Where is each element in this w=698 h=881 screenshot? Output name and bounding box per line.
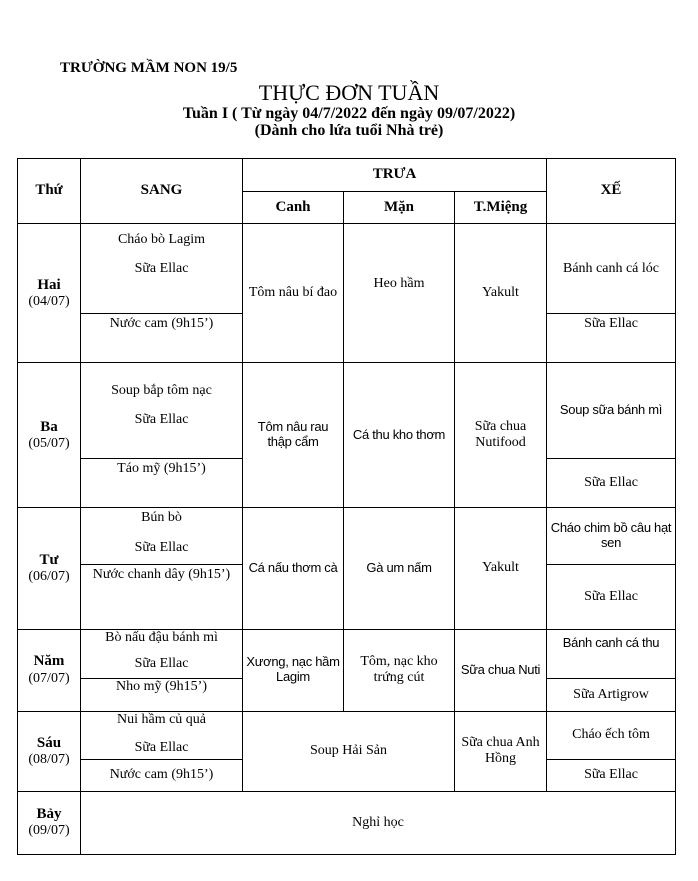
- xe-main-cell: Soup sữa bánh mì: [547, 363, 676, 459]
- xe-milk-cell: Sữa Ellac: [547, 314, 676, 363]
- age-group: (Dành cho lứa tuổi Nhà trẻ): [254, 122, 444, 139]
- day-off-note: Nghỉ học: [81, 791, 676, 854]
- sang-milk: Sữa Ellac: [134, 539, 189, 555]
- sang-milk: Sữa Ellac: [134, 261, 189, 277]
- header-trua: TRƯA: [243, 159, 547, 192]
- day-cell: [18, 711, 81, 791]
- day-date: (09/07): [28, 823, 70, 839]
- day-date: (08/07): [28, 751, 70, 767]
- week-range: Tuần I ( Từ ngày 04/7/2022 đến ngày 09/07/2022): [182, 105, 516, 122]
- day-cell: [18, 224, 81, 363]
- xe-main-cell: Bánh canh cá lóc: [547, 224, 676, 314]
- xe-main-cell: Bánh canh cá thu: [547, 629, 676, 678]
- man-cell: Tôm, nạc kho trứng cút: [344, 629, 455, 711]
- table-row: [18, 791, 676, 854]
- table-row: [18, 629, 676, 678]
- day-name: Bảy: [36, 806, 62, 823]
- sang-main: Nui hầm củ quả: [116, 711, 207, 727]
- sang-milk: Sữa Ellac: [134, 655, 189, 671]
- day-cell: [18, 363, 81, 508]
- weekly-menu-table: [17, 158, 676, 855]
- sang-main: Bò nấu đậu bánh mì: [105, 629, 218, 645]
- sang-cell: [81, 224, 243, 314]
- header-man: Mặn: [344, 192, 455, 224]
- table-row: [18, 363, 676, 459]
- day-name: Tư: [39, 551, 59, 568]
- man-cell: Cá thu kho thơm: [344, 363, 455, 508]
- sang-cell: [81, 508, 243, 564]
- sang-milk: Sữa Ellac: [134, 412, 189, 428]
- canh-cell: Xương, nạc hầm Lagim: [243, 629, 344, 711]
- day-date: (05/07): [28, 435, 70, 451]
- day-name: Hai: [37, 276, 61, 293]
- day-cell: [18, 508, 81, 629]
- sang-cell: [81, 363, 243, 459]
- table-row: [18, 711, 676, 759]
- sang-milk: Sữa Ellac: [134, 739, 189, 755]
- sang-cell: [81, 711, 243, 759]
- canh-cell: Tôm nâu rau thập cẩm: [243, 363, 344, 508]
- trang-mieng-cell: Sữa chua Nuti: [455, 629, 547, 711]
- xe-milk-cell: Sữa Ellac: [547, 459, 676, 508]
- canh-cell: Cá nấu thơm cà: [243, 508, 344, 629]
- school-name: TRƯỜNG MẦM NON 19/5: [60, 60, 238, 76]
- xe-milk-cell: Sữa Artigrow: [547, 678, 676, 711]
- header-sang: SANG: [81, 159, 243, 224]
- sang-snack: Nho mỹ (9h15’): [81, 678, 243, 711]
- day-name: Năm: [33, 653, 65, 670]
- day-date: (04/07): [28, 293, 70, 309]
- day-cell: [18, 629, 81, 711]
- header-xe: XẾ: [547, 159, 676, 224]
- sang-snack: Nước cam (9h15’): [81, 759, 243, 791]
- canh-cell: Tôm nâu bí đao: [243, 224, 344, 363]
- trang-mieng-cell: Yakult: [455, 508, 547, 629]
- xe-main-cell: Cháo chim bồ câu hạt sen: [547, 508, 676, 564]
- sang-main: Cháo bò Lagim: [117, 232, 206, 248]
- canh-man-cell: Soup Hải Sản: [243, 711, 455, 791]
- day-cell: [18, 791, 81, 854]
- man-cell: Gà um nấm: [344, 508, 455, 629]
- day-name: Sáu: [36, 734, 62, 751]
- header-canh: Canh: [243, 192, 344, 224]
- sang-cell: [81, 629, 243, 678]
- sang-snack: Nước cam (9h15’): [81, 314, 243, 363]
- table-row: [18, 224, 676, 314]
- sang-snack: Táo mỹ (9h15’): [81, 459, 243, 508]
- xe-milk-cell: Sữa Ellac: [547, 564, 676, 629]
- sang-main: Bún bò: [141, 510, 182, 526]
- day-date: (07/07): [28, 670, 70, 686]
- page-title: THỰC ĐƠN TUẦN: [258, 80, 440, 105]
- day-date: (06/07): [28, 569, 70, 585]
- sang-main: Soup bắp tôm nạc: [111, 383, 212, 399]
- trang-mieng-cell: Sữa chua Anh Hồng: [455, 711, 547, 791]
- trang-mieng-cell: Yakult: [455, 224, 547, 363]
- day-name: Ba: [40, 418, 58, 435]
- man-cell: Heo hầm: [344, 224, 455, 363]
- header-thu: Thứ: [18, 159, 81, 224]
- xe-milk-cell: Sữa Ellac: [547, 759, 676, 791]
- trang-mieng-cell: Sữa chua Nutifood: [455, 363, 547, 508]
- table-row: [18, 508, 676, 564]
- xe-main-cell: Cháo ếch tôm: [547, 711, 676, 759]
- sang-snack: Nước chanh dây (9h15’): [81, 564, 243, 629]
- header-trang-mieng: T.Miệng: [455, 192, 547, 224]
